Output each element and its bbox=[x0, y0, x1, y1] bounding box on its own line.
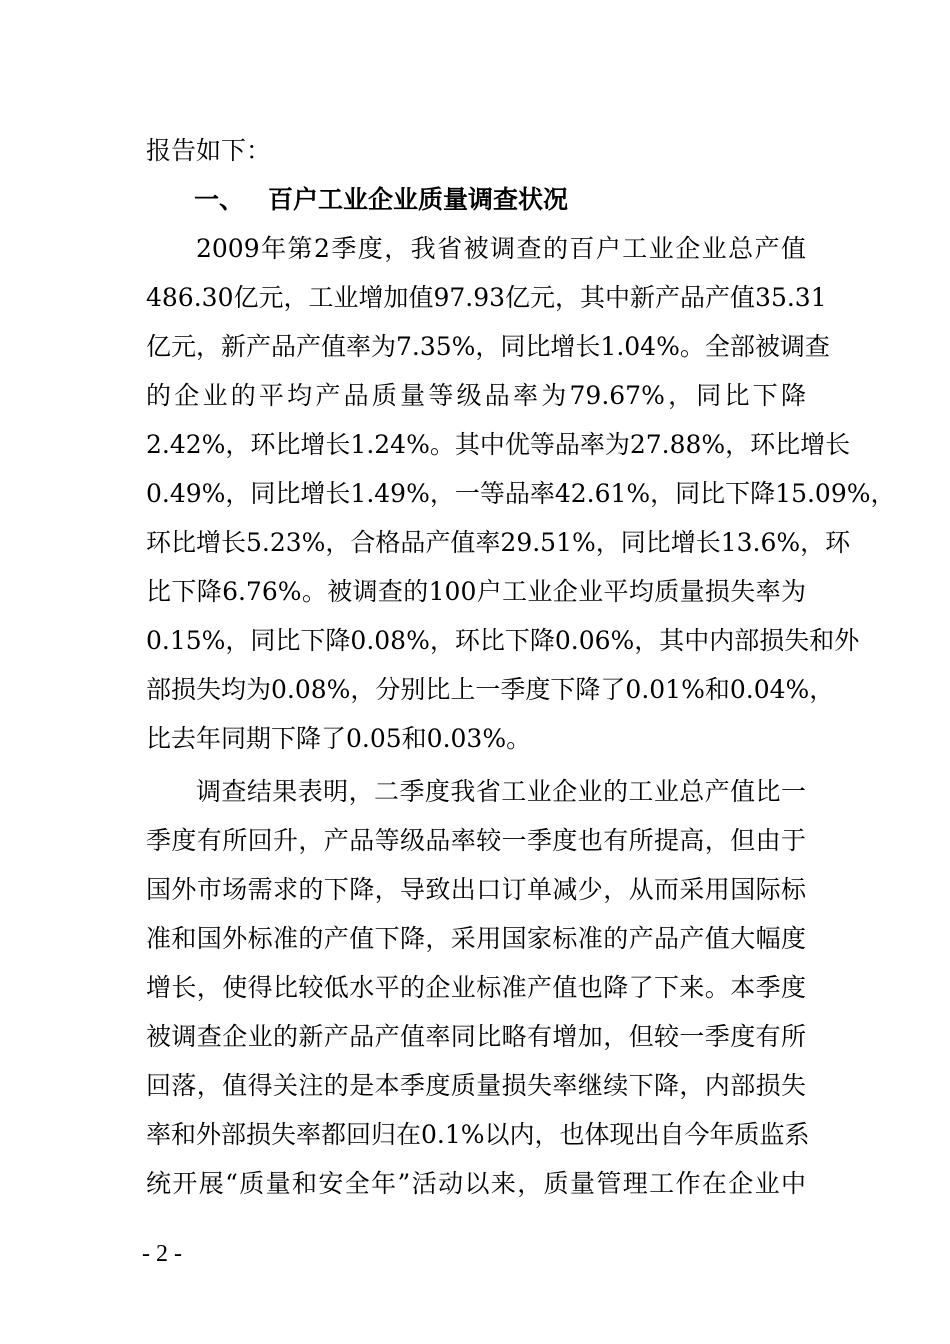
section-heading-title: 百户工业企业质量调查状况 bbox=[268, 185, 569, 214]
paragraph-2-line: 调查结果表明，二季度我省工业企业的工业总产值比一 bbox=[196, 777, 806, 806]
section-heading-number: 一、 bbox=[194, 185, 245, 214]
paragraph-2-line: 季度有所回升，产品等级品率较一季度也有所提高，但由于 bbox=[146, 826, 806, 855]
paragraph-2-line: 被调查企业的新产品产值率同比略有增加，但较一季度有所 bbox=[146, 1022, 806, 1051]
paragraph-1-line: 2009年第2季度，我省被调查的百户工业企业总产值 bbox=[196, 234, 806, 263]
document-body bbox=[146, 126, 896, 1208]
paragraph-1 bbox=[146, 224, 896, 763]
page-number: - 2 - bbox=[142, 1241, 182, 1267]
paragraph-1-line: 比去年同期下降了0.05和0.03%。 bbox=[146, 724, 532, 753]
section-heading bbox=[146, 175, 806, 224]
paragraph-1-line: 2.42%，环比增长1.24%。其中优等品率为27.88%，环比增长 bbox=[146, 430, 851, 459]
paragraph-2-line: 统开展“质量和安全年”活动以来，质量管理工作在企业中 bbox=[146, 1169, 806, 1198]
paragraph-1-line: 0.15%，同比下降0.08%，环比下降0.06%，其中内部损失和外 bbox=[146, 626, 860, 655]
paragraph-1-line: 比下降6.76%。被调查的100户工业企业平均质量损失率为 bbox=[146, 577, 806, 606]
paragraph-1-line: 486.30亿元，工业增加值97.93亿元，其中新产品产值35.31 bbox=[146, 283, 827, 312]
paragraph-1-line: 的企业的平均产品质量等级品率为79.67%，同比下降 bbox=[146, 381, 806, 410]
paragraph-2-line: 增长，使得比较低水平的企业标准产值也降了下来。本季度 bbox=[146, 973, 806, 1002]
paragraph-1-line: 亿元，新产品产值率为7.35%，同比增长1.04%。全部被调查 bbox=[146, 332, 830, 361]
intro-line: 报告如下： bbox=[146, 136, 272, 165]
paragraph-2-line: 准和国外标准的产值下降，采用国家标准的产品产值大幅度 bbox=[146, 924, 806, 953]
paragraph-1-line: 部损失均为0.08%，分别比上一季度下降了0.01%和0.04%， bbox=[146, 675, 835, 704]
paragraph-2-line: 率和外部损失率都回归在0.1%以内，也体现出自今年质监系 bbox=[146, 1120, 810, 1149]
paragraph-2-line: 国外市场需求的下降，导致出口订单减少，从而采用国际标 bbox=[146, 875, 806, 904]
paragraph-2-line: 回落，值得关注的是本季度质量损失率继续下降，内部损失 bbox=[146, 1071, 806, 1100]
paragraph-1-line: 0.49%，同比增长1.49%，一等品率42.61%，同比下降15.09%， bbox=[146, 479, 896, 508]
paragraph-1-line: 环比增长5.23%，合格品产值率29.51%，同比增长13.6%，环 bbox=[146, 528, 851, 557]
paragraph-2 bbox=[146, 767, 810, 1208]
